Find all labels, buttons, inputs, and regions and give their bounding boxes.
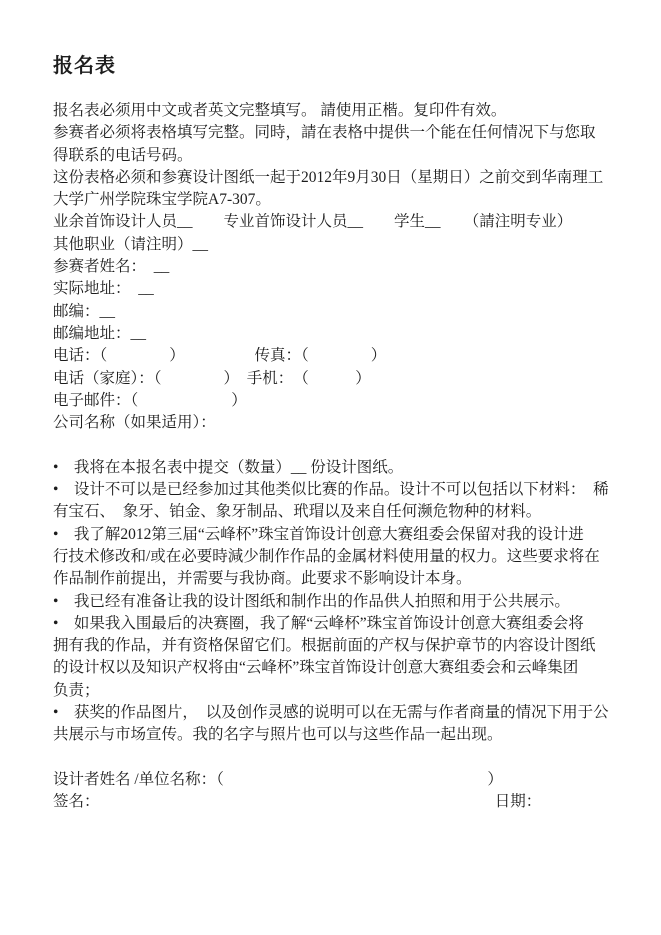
field-street-address: 实际地址： __	[53, 280, 154, 298]
field-company-name: 公司名称（如果适用）：	[53, 414, 216, 432]
instruction-line-3: 得联系的电话号码。	[53, 146, 193, 164]
term-line-8: • 如果我入围最后的决赛圈，我了解“云峰杯”珠宝首饰设计创意大赛组委会将	[53, 614, 584, 632]
form-body	[53, 100, 613, 814]
instruction-line-1: 报名表必须用中文或者英文完整填写。 請使用正楷。复印件有效。	[53, 102, 507, 119]
terms-section	[53, 457, 613, 747]
term-line-10: 的设计权以及知识产权将由“云峰杯”珠宝首饰设计创意大赛组委会和云峰集团	[53, 659, 579, 677]
instruction-line-4: 这份表格必须和参赛设计图纸一起于2012年9月30日（星期日）之前交到华南理工	[53, 168, 604, 186]
instruction-line-5: 大学广州学院珠宝学院A7-307。	[53, 191, 271, 209]
term-line-11: 负责；	[53, 681, 100, 699]
page-title: 报名表	[53, 53, 116, 77]
term-line-5: 行技术修改和/或在必要時減少制作作品的金属材料使用量的权力。这些要求将在	[53, 547, 600, 565]
field-occupation-other: 其他职业（请注明）__	[53, 235, 209, 253]
term-line-4: • 我了解2012第三届“云峰杯”珠宝首饰设计创意大赛组委会保留对我的设计进	[53, 525, 584, 543]
term-line-7: • 我已经有准备让我的设计图纸和制作出的作品供人拍照和用于公共展示。	[53, 592, 570, 610]
term-line-6: 作品制作前提出，并需要与我协商。此要求不影响设计本身。	[53, 570, 472, 588]
signature-name-line: 设计者姓名 /单位名称：（ ）	[53, 770, 503, 788]
signature-date-line: 签名： 日期：	[53, 793, 542, 811]
applicant-fields-section	[53, 211, 613, 434]
signature-section	[53, 769, 613, 814]
term-line-9: 拥有我的作品，并有资格保留它们。根据前面的产权与保护章节的内容设计图纸	[53, 637, 596, 655]
field-applicant-name: 参赛者姓名： __	[53, 258, 170, 276]
field-postal-code: 邮编：__	[53, 302, 116, 320]
term-line-3: 有宝石、 象牙、铂金、象牙制品、玳瑁以及来自任何濒危物种的材料。	[53, 503, 542, 521]
instructions-section	[53, 100, 613, 211]
instruction-line-2: 参赛者必须将表格填写完整。同時，請在表格中提供一个能在任何情况下与您取	[53, 124, 596, 142]
field-home-phone-mobile: 电话（家庭）：（ ） 手机： （ ）	[53, 369, 371, 387]
field-phone-fax: 电话：（ ） 传真：（ ）	[53, 347, 387, 365]
term-line-13: 共展示与市场宣传。我的名字与照片也可以与这些作品一起出现。	[53, 726, 503, 744]
term-line-12: • 获奖的作品图片， 以及创作灵感的说明可以在无需与作者商量的情况下用于公	[53, 704, 609, 722]
field-postal-address: 邮编地址：__	[53, 324, 147, 342]
term-line-2: • 设计不可以是已经参加过其他类似比赛的作品。设计不可以包括以下材料： 稀	[53, 481, 609, 499]
field-occupation-options: 业余首饰设计人员__ 专业首饰设计人员__ 学生__ （請注明专业）	[53, 213, 573, 231]
term-line-1: • 我将在本报名表中提交（数量）__ 份设计图纸。	[53, 458, 404, 476]
field-email: 电子邮件：（ ）	[53, 391, 247, 409]
